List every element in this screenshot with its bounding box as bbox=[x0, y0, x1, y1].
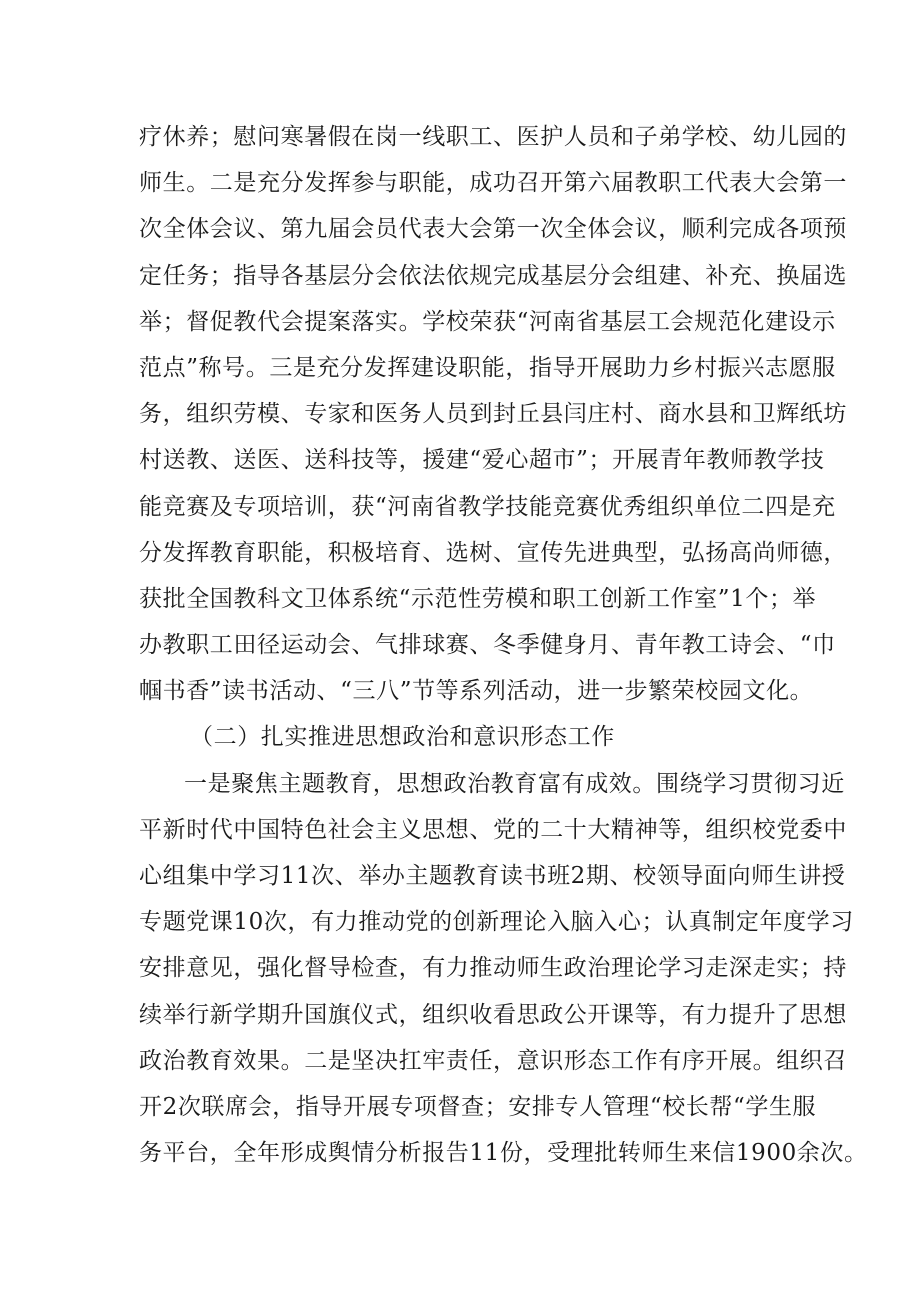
text-line: 师生。二是充分发挥参与职能，成功召开第六届教职工代表大会第一 bbox=[139, 170, 847, 197]
text-line: 政治教育效果。二是坚决扛牢责任，意识形态工作有序开展。组织召 bbox=[139, 1047, 847, 1074]
text-line: 举；督促教代会提案落实。学校荣获“河南省基层工会规范化建设示 bbox=[139, 308, 836, 335]
document-body bbox=[139, 114, 868, 1176]
text-line: 心组集中学习11次、举办主题教育读书班2期、校领导面向师生讲授 bbox=[139, 863, 846, 889]
text-line: 分发挥教育职能，积极培育、选树、宣传先进典型，弘扬高尚师德， bbox=[139, 539, 847, 566]
text-line: 次全体会议、第九届会员代表大会第一次全体会议，顺利完成各项预 bbox=[139, 216, 847, 243]
text-line: 务平台，全年形成舆情分析报告11份，受理批转师生来信1900余次。 bbox=[139, 1140, 868, 1167]
text-line: 专题党课10次，有力推动党的创新理论入脑入心；认真制定年度学习 bbox=[139, 909, 854, 936]
text-line: 能竞赛及专项培训，获“河南省教学技能竞赛优秀组织单位二四是充 bbox=[139, 493, 836, 520]
text-line: 平新时代中国特色社会主义思想、党的二十大精神等，组织校党委中 bbox=[139, 816, 847, 843]
text-line: 帼书香”读书活动、“三八”节等系列活动，进一步繁荣校园文化。 bbox=[139, 678, 814, 705]
text-line: 办教职工田径运动会、气排球赛、冬季健身月、青年教工诗会、“巾 bbox=[139, 632, 836, 659]
section-heading: （二）扎实推进思想政治和意识形态工作 bbox=[190, 724, 615, 751]
text-line: 开2次联席会，指导开展专项督查；安排专人管理“校长帮“学生服 bbox=[139, 1093, 817, 1120]
text-line: 获批全国教科文卫体系统“示范性劳模和职工创新工作室”1个；举 bbox=[139, 585, 817, 612]
text-line: 安排意见，强化督导检查，有力推动师生政治理论学习走深走实；持 bbox=[139, 955, 847, 982]
text-line: 续举行新学期升国旗仪式，组织收看思政公开课等，有力提升了思想 bbox=[139, 1001, 847, 1028]
text-line: 范点”称号。三是充分发挥建设职能，指导开展助力乡村振兴志愿服 bbox=[139, 354, 836, 381]
text-line: 务，组织劳模、专家和医务人员到封丘县闫庄村、商水县和卫辉纸坊 bbox=[139, 401, 847, 428]
text-line: 村送教、送医、送科技等，援建“爱心超市”；开展青年教师教学技 bbox=[139, 447, 825, 474]
text-line: 疗休养；慰问寒暑假在岗一线职工、医护人员和子弟学校、幼儿园的 bbox=[139, 124, 847, 150]
paragraph-first-line: 一是聚焦主题教育，思想政治教育富有成效。围绕学习贯彻习近 bbox=[184, 770, 845, 797]
text-line: 定任务；指导各基层分会依法依规完成基层分会组建、补充、换届选 bbox=[139, 262, 847, 289]
